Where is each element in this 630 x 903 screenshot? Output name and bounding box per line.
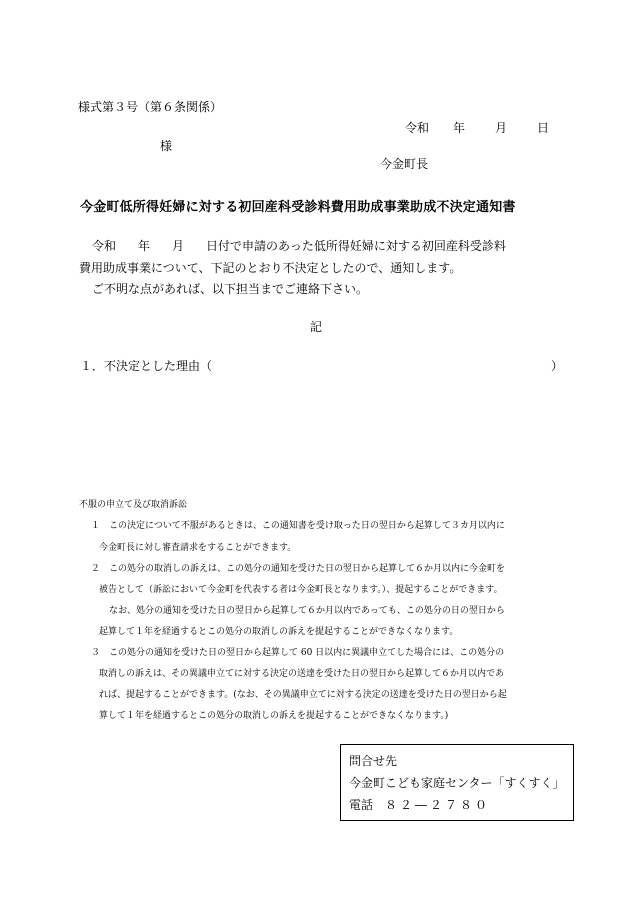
reason-close-paren: ） (551, 359, 564, 373)
appeal-heading: 不服の申立て及び取消訴訟 (79, 500, 188, 510)
body-line-1-rest: 日付で申請のあった低所得妊婦に対する初回産科受診料 (206, 239, 506, 253)
phone-label: 電話 (349, 798, 374, 812)
appeal-item-3-line-1: ３ この処分の通知を受けた日の翌日から起算して 60 日以内に異議申立てした場合には、この処分の (91, 648, 505, 658)
appeal-item-1-line-1: １ この決定について不服があるときは、この通知書を受け取った日の翌日から起算して３カ月以内に (91, 521, 505, 531)
appeal-item-2-line-4: 起算して１年を経過するとこの処分の取消しの訴えを提起することができなくなります。 (99, 627, 459, 637)
appeal-item-2-line-3: なお、処分の通知を受けた日の翌日から起算して６か月以内であっても、この処分の日の翌日から (109, 606, 505, 616)
body-month: 月 (172, 239, 185, 253)
contact-phone (349, 796, 490, 813)
reason-label: １．不決定とした理由（ (80, 359, 213, 373)
phone-number: ８２―２７８０ (385, 798, 491, 812)
date-line (405, 119, 549, 136)
appeal-item-2-line-2: 被告として（訴訟において今金町を代表する者は今金町長となります。）、提起することができます。 (99, 585, 503, 595)
date-month: 月 (495, 121, 508, 135)
body-line-3: ご不明な点があれば、以下担当までご連絡下さい。 (92, 282, 369, 296)
date-day: 日 (537, 121, 550, 135)
body-era: 令和 (92, 239, 117, 253)
form-number: 様式第３号（第６条関係） (78, 100, 223, 114)
contact-heading: 問合せ先 (349, 754, 398, 768)
body-line-2: 費用助成事業について、下記のとおり不決定としたので、通知します。 (79, 261, 462, 275)
body-year: 年 (138, 239, 151, 253)
appeal-item-1-line-2: 今金町長に対し審査請求をすることができます。 (99, 543, 297, 553)
body-line-1 (92, 237, 506, 254)
date-era: 令和 (405, 121, 430, 135)
appeal-item-3-line-3: れば、提起することができます。(なお、その異議申立てに対する決定の送達を受けた日の翌日から起 (99, 690, 507, 700)
contact-center-name: 今金町こども家庭センター「すくすく」 (349, 776, 565, 790)
recipient-suffix: 様 (160, 139, 173, 153)
appeal-item-2-line-1: ２ この処分の取消しの訴えは、この処分の通知を受けた日の翌日から起算して６か月以内に今金町を (91, 564, 506, 574)
document-title: 今金町低所得妊婦に対する初回産科受診料費用助成事業助成不決定通知書 (80, 200, 516, 215)
sender-name: 今金町長 (380, 157, 429, 171)
date-year: 年 (453, 121, 466, 135)
appeal-item-3-line-4: 算して１年を経過するとこの処分の取消しの訴えを提起することができなくなります。) (99, 711, 449, 721)
ki-marker: 記 (310, 320, 323, 334)
appeal-item-3-line-2: 取消しの訴えは、その異議申立てに対する決定の送達を受けた日の翌日から起算して６か月以内であ (99, 669, 505, 679)
